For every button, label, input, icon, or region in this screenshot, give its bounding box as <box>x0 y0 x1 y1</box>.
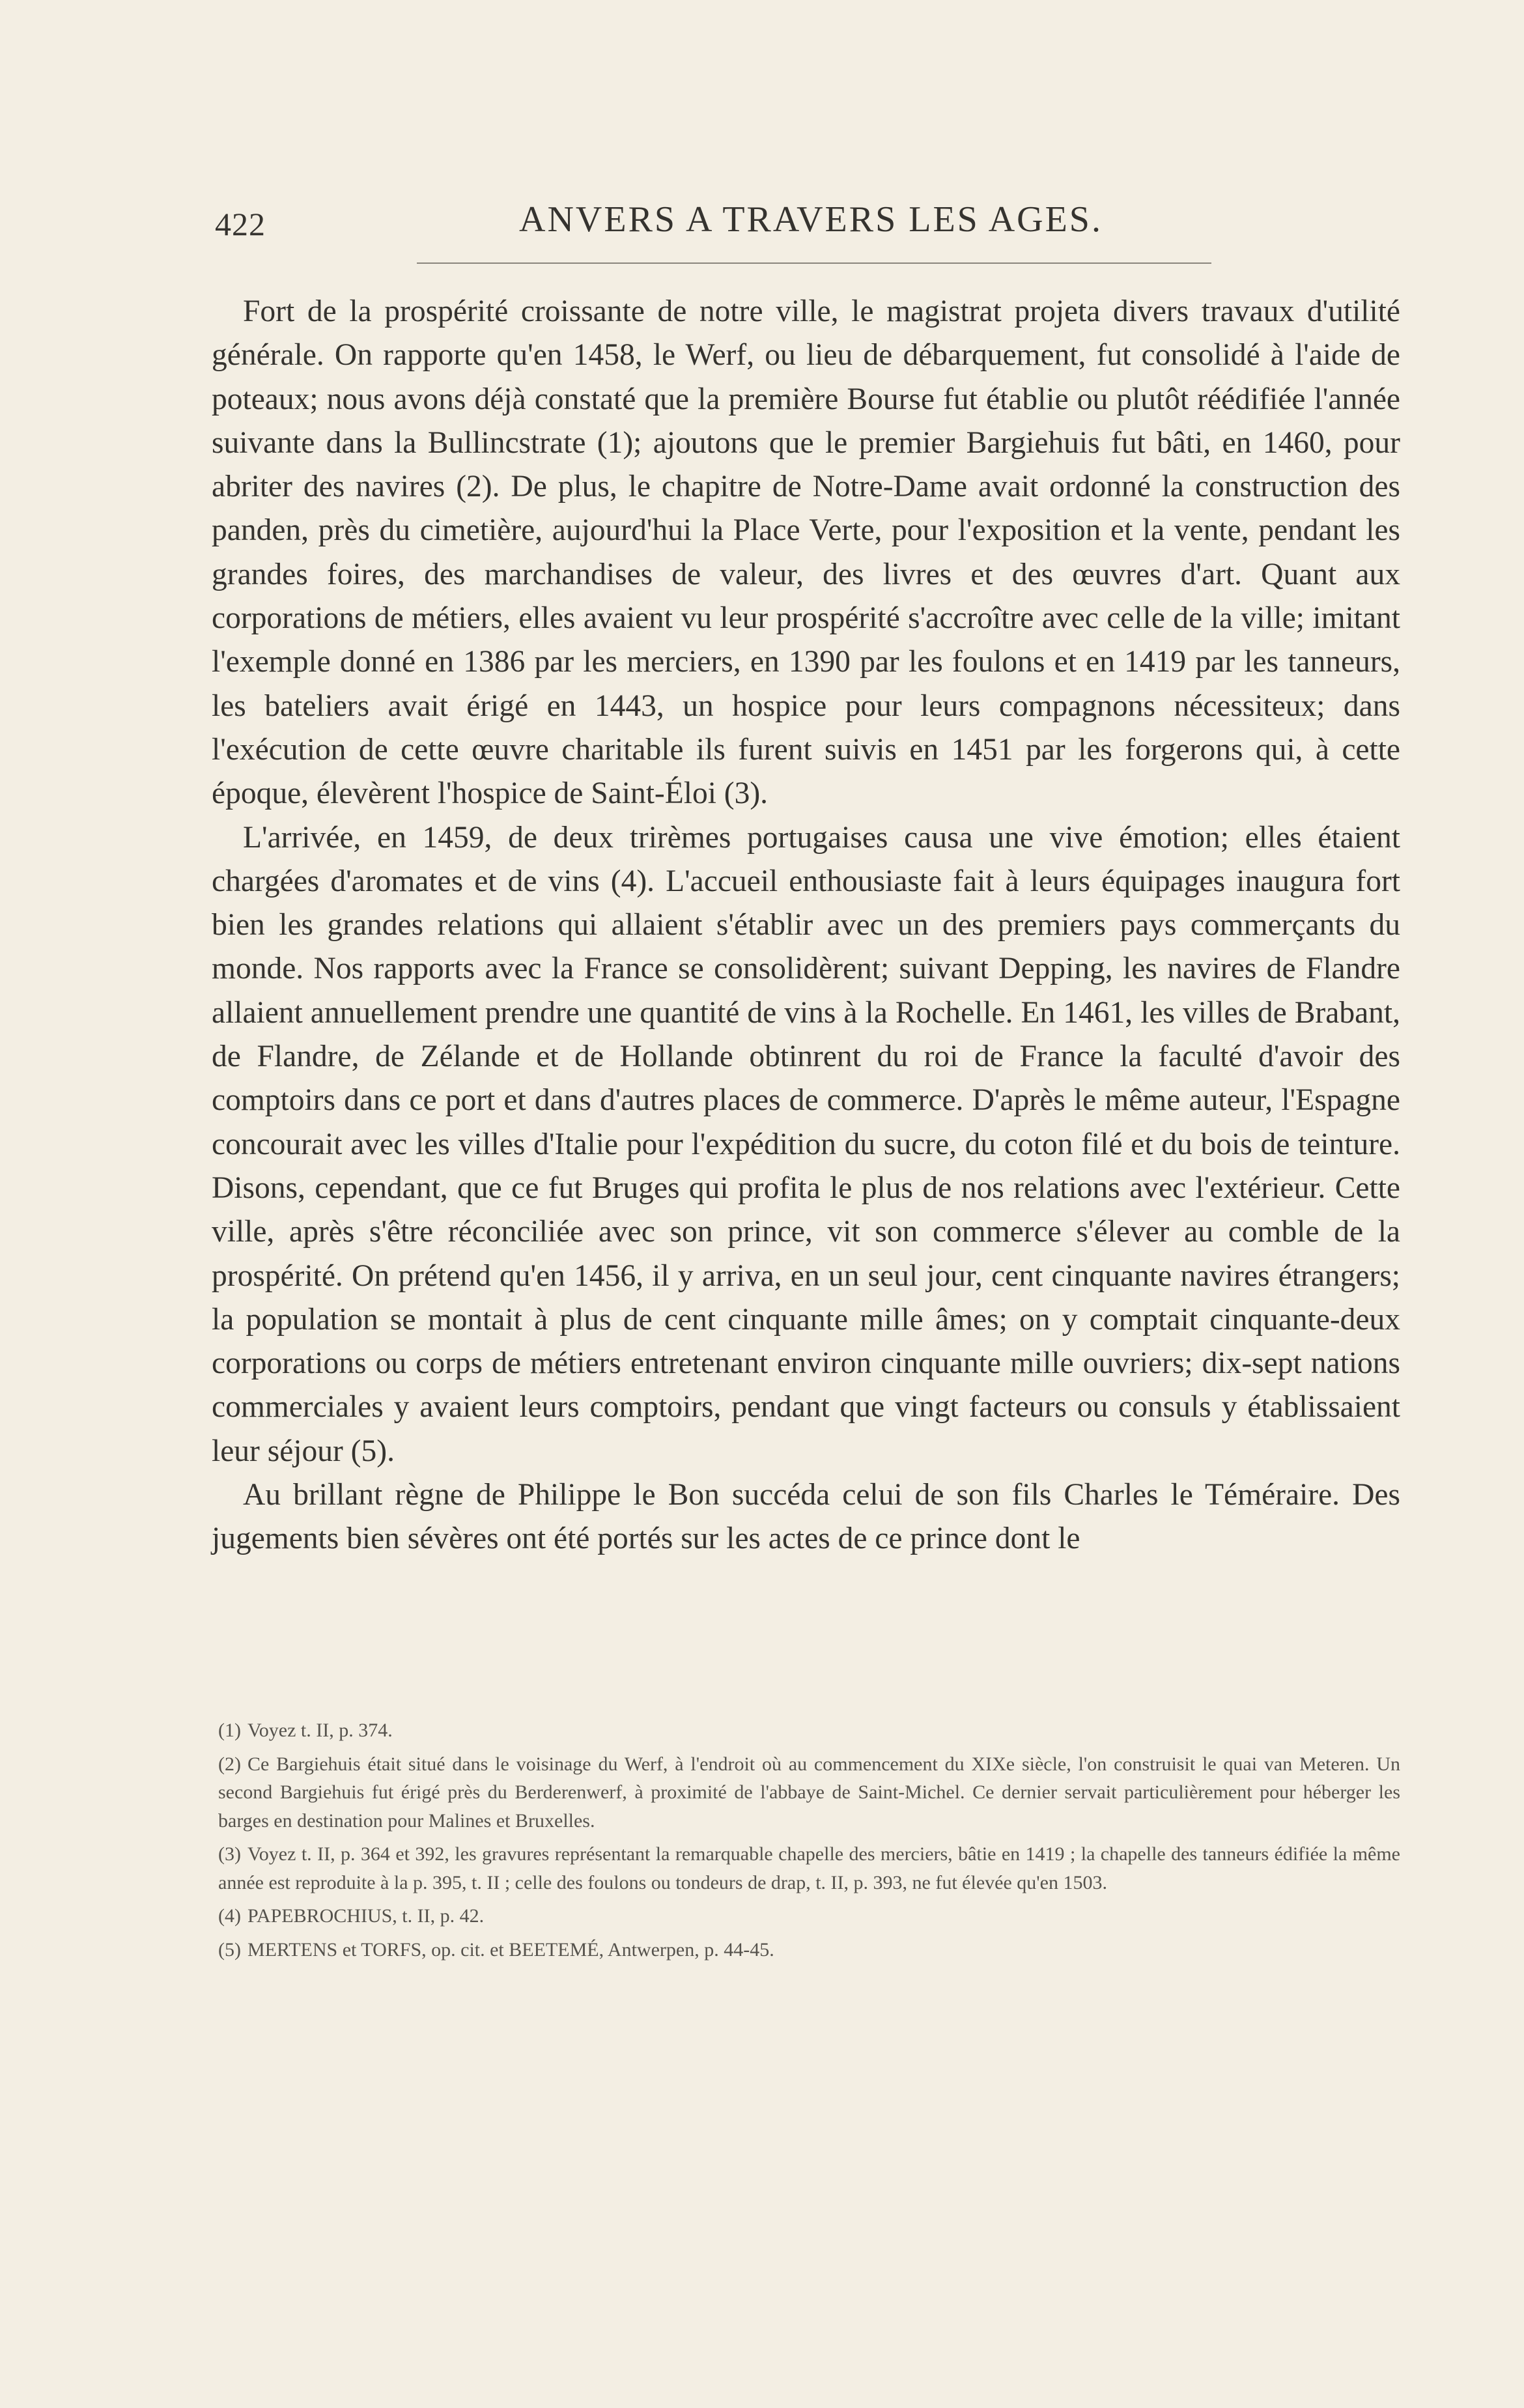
header-rule <box>417 262 1211 264</box>
footnote-text: Ce Bargiehuis était situé dans le voisinage du Werf, à l'endroit où au commencement du XIXe siècle, l'on construisit le quai van Meteren. Un second Bargiehuis fut érigé près du Berderenwerf, à proximité de l'abbaye de Saint-Michel. Ce dernier servait particulièrement pour héberger les barges en destination pour Malines et Bruxelles. <box>218 1753 1400 1832</box>
footnotes <box>218 1716 1400 1969</box>
footnote-number: (2) <box>218 1753 241 1775</box>
footnote-5 <box>218 1936 1400 1964</box>
body-text <box>212 290 1400 1561</box>
paragraph-2: L'arrivée, en 1459, de deux trirèmes portugaises causa une vive émotion; elles étaient chargées d'aromates et de vins (4). L'accueil enthousiaste fait à leurs équipages inaugura fort bien les grandes relations qui allaient s'établir avec un des premiers pays commerçants du monde. Nos rapports avec la France se consolidèrent; suivant Depping, les navires de Flandre allaient annuellement prendre une quantité de vins à la Rochelle. En 1461, les villes de Brabant, de Flandre, de Zélande et de Hollande obtinrent du roi de France la faculté d'avoir des comptoirs dans ce port et dans d'autres places de commerce. D'après le même auteur, l'Espagne concourait avec les villes d'Italie pour l'expédition du sucre, du coton filé et du bois de teinture. Disons, cependant, que ce fut Bruges qui profita le plus de nos relations avec l'extérieur. Cette ville, après s'être réconciliée avec son prince, vit son commerce s'élever au comble de la prospérité. On prétend qu'en 1456, il y arriva, en un seul jour, cent cinquante navires étrangers; la population se montait à plus de cent cinquante mille âmes; on y comptait cinquante-deux corporations ou corps de métiers entretenant environ cinquante mille ouvriers; dix-sept nations commerciales y avaient leurs comptoirs, pendant que vingt facteurs ou consuls y établissaient leur séjour (5). <box>212 820 1400 1468</box>
footnote-number: (3) <box>218 1843 241 1865</box>
footnote-number: (4) <box>218 1905 241 1927</box>
footnote-number: (5) <box>218 1938 241 1961</box>
running-title: ANVERS A TRAVERS LES AGES. <box>519 199 1103 240</box>
footnote-number: (1) <box>218 1720 241 1741</box>
paragraph-3: Au brillant règne de Philippe le Bon succéda celui de son fils Charles le Téméraire. Des jugements bien sévères ont été portés sur les actes de ce prince dont le <box>212 1478 1400 1556</box>
paragraph-1: Fort de la prospérité croissante de notre ville, le magistrat projeta divers travaux d'utilité générale. On rapporte qu'en 1458, le Werf, ou lieu de débarquement, fut consolidé à l'aide de poteaux; nous avons déjà constaté que la première Bourse fut établie ou plutôt réédifiée l'année suivante dans la Bullincstrate (1); ajoutons que le premier Bargiehuis fut bâti, en 1460, pour abriter des navires (2). De plus, le chapitre de Notre-Dame avait ordonné la construction des panden, près du cimetière, aujourd'hui la Place Verte, pour l'exposition et la vente, pendant les grandes foires, des marchandises de valeur, des livres et des œuvres d'art. Quant aux corporations de métiers, elles avaient vu leur prospérité s'accroître avec celle de la ville; imitant l'exemple donné en 1386 par les merciers, en 1390 par les foulons et en 1419 par les tanneurs, les bateliers avait érigé en 1443, un hospice pour leurs compagnons nécessiteux; dans l'exécution de cette œuvre charitable ils furent suivis en 1451 par les forgerons qui, à cette époque, élevèrent l'hospice de Saint-Éloi (3). <box>212 294 1400 811</box>
running-head <box>215 199 1407 251</box>
footnote-4 <box>218 1902 1400 1931</box>
page-number: 422 <box>215 206 266 242</box>
footnote-text: MERTENS et TORFS, op. cit. et BEETEMÉ, Antwerpen, p. 44-45. <box>247 1938 774 1961</box>
footnote-text: Voyez t. II, p. 364 et 392, les gravures représentant la remarquable chapelle des merciers, bâtie en 1419 ; la chapelle des tanneurs édifiée la même année est reproduite à la p. 395, t. II ; celle des foulons ou tondeurs de drap, t. II, p. 393, ne fut élevée qu'en 1503. <box>218 1843 1400 1893</box>
footnote-3 <box>218 1840 1400 1897</box>
footnote-2 <box>218 1750 1400 1835</box>
footnote-1 <box>218 1716 1400 1745</box>
footnote-text: PAPEBROCHIUS, t. II, p. 42. <box>247 1905 485 1927</box>
footnote-text: Voyez t. II, p. 374. <box>247 1720 393 1741</box>
